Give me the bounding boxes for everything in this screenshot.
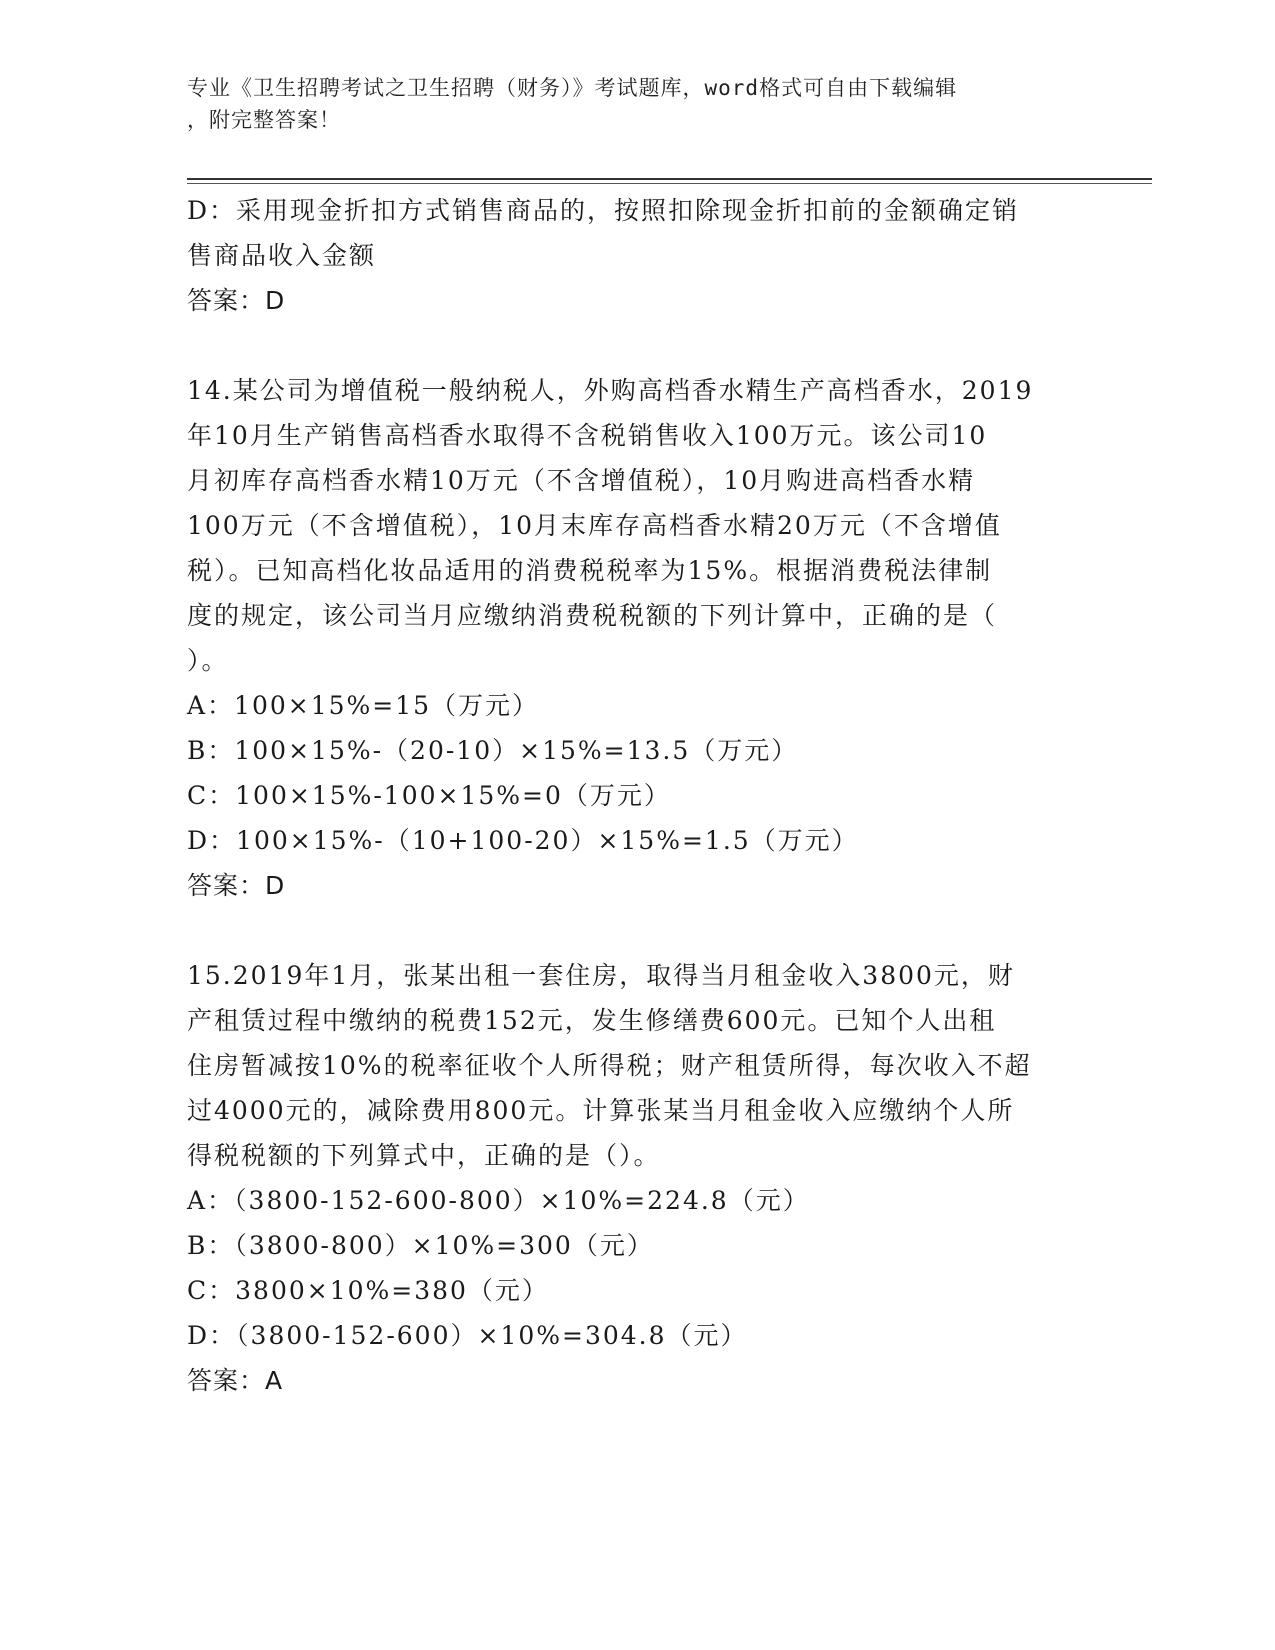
option-a: A：100×15%=15（万元） <box>187 691 540 720</box>
stem-line: 得税税额的下列算式中，正确的是（）。 <box>187 1141 661 1170</box>
stem-line: 度的规定，该公司当月应缴纳消费税税额的下列计算中，正确的是（ <box>187 601 998 630</box>
option-d: D：（3800-152-600）×10%=304.8（元） <box>187 1321 748 1350</box>
spacer <box>187 323 1087 368</box>
document-body <box>187 188 1087 1403</box>
option-b: B：（3800-800）×10%=300（元） <box>187 1231 654 1260</box>
question-14 <box>187 368 1087 908</box>
option-a: A：（3800-152-600-800）×10%=224.8（元） <box>187 1186 810 1215</box>
stem-line: 100万元（不含增值税），10月末库存高档香水精20万元（不含增值 <box>187 511 1002 540</box>
header-rule-thick <box>187 178 1152 180</box>
header-rule-thin <box>187 183 1152 184</box>
answer: 答案：A <box>187 1366 284 1395</box>
option-c: C：100×15%-100×15%=0（万元） <box>187 781 671 810</box>
stem-line: 年10月生产销售高档香水取得不含税销售收入100万元。该公司10 <box>187 421 988 450</box>
stem-line: ）。 <box>187 646 229 675</box>
stem-line: 15.2019年1月，张某出租一套住房，取得当月租金收入3800元，财 <box>187 961 1015 990</box>
answer: 答案：D <box>187 871 286 900</box>
stem-line: 月初库存高档香水精10万元（不含增值税），10月购进高档香水精 <box>187 466 976 495</box>
option-b: B：100×15%-（20-10）×15%=13.5（万元） <box>187 736 799 765</box>
question-13-tail <box>187 188 1087 323</box>
header-line-1: 专业《卫生招聘考试之卫生招聘（财务）》考试题库，word格式可自由下载编辑 <box>187 76 958 100</box>
stem-line: 产租赁过程中缴纳的税费152元，发生修缮费600元。已知个人出租 <box>187 1006 997 1035</box>
header-line-2: ，附完整答案！ <box>187 108 341 132</box>
option-d-line-1: D：采用现金折扣方式销售商品的，按照扣除现金折扣前的金额确定销 <box>187 196 1020 225</box>
stem-line: 住房暂减按10%的税率征收个人所得税；财产租赁所得，每次收入不超 <box>187 1051 1032 1080</box>
option-d: D：100×15%-（10+100-20）×15%=1.5（万元） <box>187 826 859 855</box>
stem-line: 过4000元的，减除费用800元。计算张某当月租金收入应缴纳个人所 <box>187 1096 1015 1125</box>
option-c: C：3800×10%=380（元） <box>187 1276 549 1305</box>
answer: 答案：D <box>187 286 286 315</box>
page-header <box>187 72 1067 136</box>
question-15 <box>187 953 1087 1403</box>
spacer <box>187 908 1087 953</box>
stem-line: 14.某公司为增值税一般纳税人，外购高档香水精生产高档香水，2019 <box>187 376 1034 405</box>
option-d-line-2: 售商品收入金额 <box>187 241 377 270</box>
stem-line: 税）。已知高档化妆品适用的消费税税率为15%。根据消费税法律制 <box>187 556 993 585</box>
